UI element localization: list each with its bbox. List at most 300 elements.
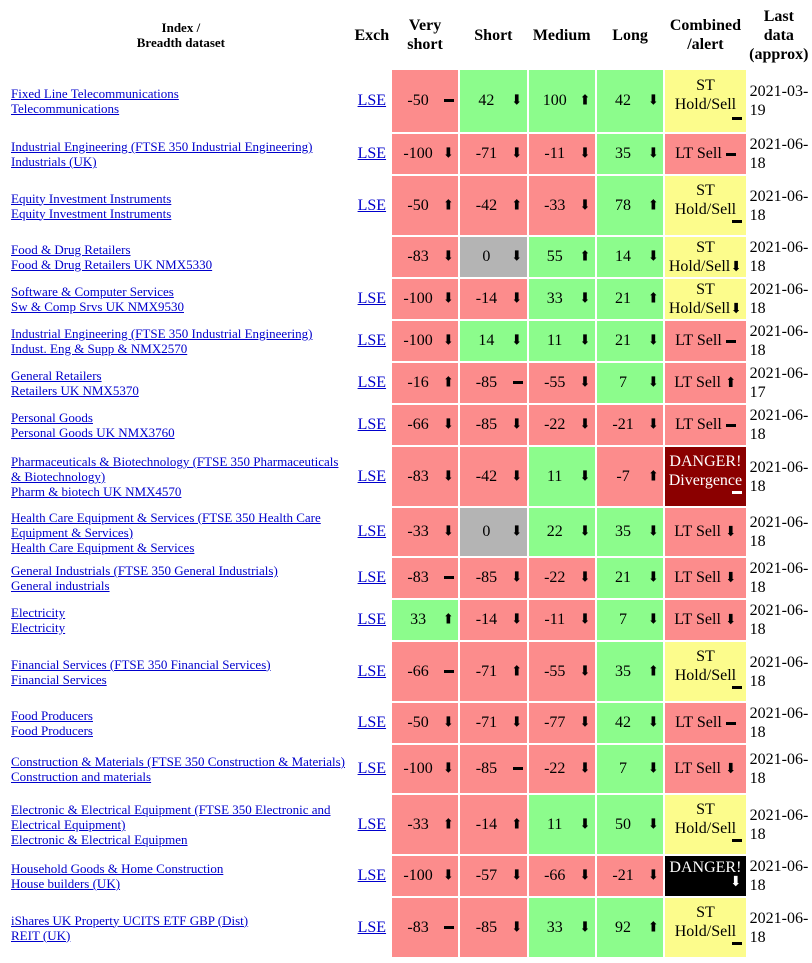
flat-dash-icon	[726, 147, 736, 162]
medium-signal-cell	[529, 405, 595, 445]
breadth-dataset-link[interactable]: Construction and materials	[11, 769, 152, 784]
flat-dash-icon	[444, 920, 454, 936]
arrow-down-icon: ⬇	[510, 469, 523, 484]
exchange-link[interactable]: LSE	[357, 92, 387, 109]
long-value: 50	[615, 815, 632, 833]
flat-dash-icon	[444, 664, 454, 680]
medium-value: -55	[544, 374, 566, 391]
arrow-up-icon: ⬆	[647, 291, 660, 307]
medium-signal-cell	[529, 363, 595, 403]
short-value: -85	[475, 918, 498, 936]
exchange-cell	[354, 898, 390, 957]
very-short-value: -50	[407, 92, 429, 109]
arrow-down-icon: ⬇	[724, 571, 737, 586]
index-cell	[10, 363, 352, 403]
combined-alert-text-2: Hold/Sell	[674, 200, 737, 218]
arrow-down-icon: ⬇	[724, 613, 737, 628]
breadth-dataset-link[interactable]: General industrials	[11, 578, 110, 593]
arrow-down-icon: ⬇	[510, 612, 523, 628]
index-link[interactable]: Electronic & Electrical Equipment (FTSE 350 Electronic and Electrical Equipment)	[11, 802, 331, 832]
header-medium: Medium	[532, 26, 591, 44]
combined-alert-text: LT Sell	[674, 374, 721, 391]
combined-alert-text-2: Divergence	[668, 471, 743, 489]
arrow-down-icon: ⬇	[442, 417, 455, 433]
arrow-down-icon: ⬇	[442, 146, 455, 162]
combined-alert-text: DANGER!	[669, 452, 742, 470]
breadth-dataset-link[interactable]: Electricity	[11, 620, 66, 635]
arrow-down-icon: ⬇	[510, 249, 523, 265]
last-data-date: 2021-06-18	[749, 560, 809, 596]
long-value: 7	[619, 374, 628, 391]
breadth-dataset-link[interactable]: Industrials (UK)	[11, 154, 97, 169]
medium-signal-cell	[529, 703, 595, 743]
combined-alert-text: LT Sell	[674, 569, 721, 586]
very-short-signal-cell	[392, 703, 458, 743]
breadth-dataset-link[interactable]: Telecommunications	[11, 101, 120, 116]
very-short-value: -83	[407, 918, 429, 936]
combined-alert-text: ST	[696, 647, 715, 665]
long-value: -21	[612, 867, 634, 884]
combined-alert-cell	[665, 558, 745, 598]
arrow-up-icon: ⬆	[579, 93, 591, 109]
exchange-link[interactable]: LSE	[357, 714, 387, 731]
medium-signal-cell	[529, 898, 595, 957]
index-cell	[10, 600, 352, 640]
very-short-signal-cell	[392, 508, 458, 556]
breadth-dataset-link[interactable]: Personal Goods UK NMX3760	[11, 425, 175, 440]
exchange-cell	[354, 703, 390, 743]
exchange-cell	[354, 405, 390, 445]
combined-alert-cell	[665, 70, 745, 132]
combined-alert-cell	[665, 703, 745, 743]
combined-alert-cell	[665, 795, 745, 854]
breadth-table	[8, 0, 812, 959]
flat-dash-icon	[726, 334, 736, 349]
breadth-dataset-link[interactable]: Retailers UK NMX5370	[11, 383, 139, 398]
exchange-cell	[354, 558, 390, 598]
very-short-value: -33	[407, 523, 429, 540]
flat-dash-icon	[732, 109, 742, 128]
short-signal-cell	[460, 558, 526, 598]
exchange-cell	[354, 176, 390, 235]
header-last-data: Last data (approx)	[749, 7, 809, 63]
breadth-dataset-link[interactable]: Financial Services	[11, 671, 107, 687]
combined-alert-text: LT Sell	[674, 523, 721, 540]
short-signal-cell	[460, 70, 526, 132]
short-value: -14	[475, 290, 498, 307]
table-row	[10, 405, 810, 445]
combined-alert-cell	[665, 898, 745, 957]
short-value: -71	[475, 662, 498, 680]
medium-signal-cell	[529, 279, 595, 319]
arrow-up-icon: ⬆	[442, 198, 455, 213]
arrow-down-icon: ⬇	[579, 664, 591, 679]
flat-dash-icon	[444, 570, 454, 586]
combined-alert-text: LT Sell	[674, 760, 721, 777]
short-value: 0	[482, 248, 491, 265]
exchange-link[interactable]: LSE	[357, 611, 387, 628]
medium-value: 100	[542, 92, 567, 109]
arrow-down-icon: ⬇	[442, 291, 455, 307]
last-data-date: 2021-06-18	[749, 909, 809, 946]
short-signal-cell	[460, 898, 526, 957]
combined-alert-text: LT Sell	[675, 145, 722, 162]
very-short-signal-cell	[392, 237, 458, 277]
long-value: 7	[619, 760, 628, 777]
short-value: -42	[475, 467, 498, 485]
arrow-down-icon: ⬇	[510, 417, 523, 433]
arrow-down-icon: ⬇	[579, 375, 591, 391]
long-signal-cell	[597, 321, 663, 361]
arrow-down-icon: ⬇	[579, 417, 591, 433]
very-short-signal-cell	[392, 279, 458, 319]
exchange-link[interactable]: LSE	[357, 196, 387, 214]
exchange-link[interactable]: LSE	[357, 416, 387, 433]
arrow-down-icon: ⬇	[647, 93, 660, 109]
arrow-down-icon: ⬇	[510, 524, 523, 540]
short-signal-cell	[460, 405, 526, 445]
header-short: Short	[474, 26, 513, 44]
medium-value: -33	[544, 196, 566, 214]
combined-alert-text: ST	[696, 238, 715, 256]
short-value: -71	[475, 714, 498, 731]
flat-dash-icon	[513, 761, 523, 777]
medium-signal-cell	[529, 558, 595, 598]
long-signal-cell	[597, 898, 663, 957]
short-signal-cell	[460, 856, 526, 896]
index-cell	[10, 795, 352, 854]
combined-alert-cell	[665, 508, 745, 556]
medium-signal-cell	[529, 176, 595, 235]
short-signal-cell	[460, 279, 526, 319]
very-short-signal-cell	[392, 405, 458, 445]
very-short-value: -83	[407, 467, 429, 485]
medium-value: 11	[547, 467, 563, 485]
short-signal-cell	[460, 703, 526, 743]
medium-signal-cell	[529, 70, 595, 132]
index-cell	[10, 237, 352, 277]
last-data-date: 2021-06-18	[749, 239, 809, 275]
index-link[interactable]: Software & Computer Services	[11, 284, 174, 299]
table-row	[10, 447, 810, 506]
arrow-down-icon: ⬇	[442, 249, 455, 265]
exchange-cell	[354, 745, 390, 793]
index-cell	[10, 70, 352, 132]
long-signal-cell	[597, 642, 663, 701]
header-row	[10, 2, 810, 68]
long-signal-cell	[597, 134, 663, 174]
exchange-cell	[354, 321, 390, 361]
table-row	[10, 70, 810, 132]
table-row	[10, 856, 810, 896]
arrow-down-icon: ⬇	[579, 333, 591, 349]
breadth-dataset-link[interactable]: Pharm & biotech UK NMX4570	[11, 484, 182, 499]
arrow-down-icon: ⬇	[729, 875, 742, 890]
header-exch: Exch	[354, 26, 390, 44]
short-signal-cell	[460, 237, 526, 277]
exchange-cell	[354, 600, 390, 640]
exchange-link[interactable]: LSE	[357, 332, 387, 349]
index-link[interactable]: Equity Investment Instruments	[11, 190, 172, 206]
last-data-date: 2021-06-18	[749, 653, 809, 690]
combined-alert-text: ST	[696, 903, 715, 921]
last-data-date: 2021-06-18	[749, 281, 809, 317]
exchange-link[interactable]: LSE	[357, 523, 387, 540]
very-short-signal-cell	[392, 642, 458, 701]
index-link[interactable]: Health Care Equipment & Services (FTSE 350 Health Care Equipment & Services)	[11, 509, 321, 540]
very-short-value: -50	[407, 196, 429, 214]
flat-dash-icon	[513, 375, 523, 391]
medium-value: 33	[546, 918, 563, 936]
exchange-cell	[354, 237, 390, 277]
breadth-dataset-link[interactable]: Food & Drug Retailers UK NMX5330	[11, 257, 213, 272]
last-data-date: 2021-06-18	[749, 858, 809, 894]
flat-dash-icon	[726, 418, 736, 433]
index-link[interactable]: General Retailers	[11, 368, 102, 383]
exchange-link[interactable]: LSE	[357, 290, 387, 307]
exchange-cell	[354, 134, 390, 174]
long-value: -21	[612, 416, 634, 433]
index-link[interactable]: Electricity	[11, 605, 66, 620]
very-short-signal-cell	[392, 795, 458, 854]
medium-signal-cell	[529, 795, 595, 854]
short-signal-cell	[460, 134, 526, 174]
medium-signal-cell	[529, 508, 595, 556]
exchange-link[interactable]: LSE	[357, 867, 387, 884]
table-row	[10, 363, 810, 403]
index-link[interactable]: Household Goods & Home Construction	[11, 861, 224, 876]
long-value: 78	[615, 196, 632, 214]
long-value: 21	[615, 290, 632, 307]
index-link[interactable]: Industrial Engineering (FTSE 350 Industrial Engineering)	[11, 326, 313, 341]
combined-alert-text: LT Sell	[675, 714, 722, 731]
index-cell	[10, 558, 352, 598]
very-short-signal-cell	[392, 898, 458, 957]
arrow-down-icon: ⬇	[579, 761, 591, 777]
index-cell	[10, 176, 352, 235]
long-value: -7	[616, 467, 630, 485]
last-data-date: 2021-06-18	[749, 136, 809, 172]
last-data-date: 2021-06-18	[749, 514, 809, 550]
flat-dash-icon	[732, 678, 742, 697]
index-link[interactable]: Construction & Materials (FTSE 350 Construction & Materials)	[11, 754, 345, 769]
long-value: 42	[615, 92, 632, 109]
very-short-signal-cell	[392, 176, 458, 235]
index-link[interactable]: Personal Goods	[11, 410, 93, 425]
short-value: -85	[475, 374, 498, 391]
medium-value: 22	[546, 523, 563, 540]
combined-alert-text-2: Hold/Sell	[674, 666, 737, 684]
long-value: 14	[615, 248, 632, 265]
table-row	[10, 321, 810, 361]
combined-alert-text: ST	[696, 280, 715, 298]
arrow-down-icon: ⬇	[510, 146, 523, 162]
breadth-dataset-link[interactable]: Electronic & Electrical Equipmen	[11, 832, 188, 847]
long-signal-cell	[597, 363, 663, 403]
index-cell	[10, 856, 352, 896]
table-row	[10, 279, 810, 319]
short-value: -42	[475, 196, 498, 214]
medium-signal-cell	[529, 856, 595, 896]
combined-alert-text: LT Sell	[675, 416, 722, 433]
header-combined: Combined /alert	[669, 17, 741, 53]
breadth-dataset-link[interactable]: Indust. Eng & Supp & NMX2570	[11, 341, 188, 356]
very-short-value: -100	[403, 867, 433, 884]
medium-signal-cell	[529, 600, 595, 640]
long-signal-cell	[597, 237, 663, 277]
exchange-link[interactable]: LSE	[357, 374, 387, 391]
combined-alert-cell	[665, 447, 745, 506]
table-row	[10, 558, 810, 598]
medium-value: -11	[544, 145, 566, 162]
table-row	[10, 508, 810, 556]
arrow-down-icon: ⬇	[510, 715, 523, 731]
very-short-value: -66	[407, 662, 429, 680]
combined-alert-text-2: Hold/Sell	[674, 922, 737, 940]
breadth-dataset-link[interactable]: REIT (UK)	[11, 927, 71, 943]
arrow-up-icon: ⬆	[647, 198, 660, 213]
breadth-dataset-link[interactable]: Health Care Equipment & Services	[11, 539, 195, 555]
index-link[interactable]: Food & Drug Retailers	[11, 242, 131, 257]
arrow-down-icon: ⬇	[724, 525, 737, 540]
arrow-down-icon: ⬇	[724, 762, 737, 777]
arrow-down-icon: ⬇	[647, 333, 660, 349]
medium-signal-cell	[529, 642, 595, 701]
index-cell	[10, 279, 352, 319]
short-value: -85	[475, 760, 498, 777]
long-value: 7	[619, 611, 628, 628]
long-signal-cell	[597, 508, 663, 556]
combined-alert-cell	[665, 237, 745, 277]
long-signal-cell	[597, 795, 663, 854]
last-data-date: 2021-06-18	[749, 602, 809, 638]
long-value: 42	[615, 714, 632, 731]
medium-value: 11	[547, 815, 563, 833]
combined-alert-text: DANGER!	[669, 858, 742, 876]
arrow-down-icon: ⬇	[647, 375, 660, 391]
index-link[interactable]: Industrial Engineering (FTSE 350 Industrial Engineering)	[11, 139, 313, 154]
exchange-link[interactable]: LSE	[357, 145, 387, 162]
breadth-dataset-link[interactable]: Sw & Comp Srvs UK NMX9530	[11, 299, 184, 314]
exchange-link[interactable]: LSE	[357, 918, 387, 936]
index-cell	[10, 447, 352, 506]
arrow-down-icon: ⬇	[442, 469, 455, 484]
long-value: 21	[615, 332, 632, 349]
medium-signal-cell	[529, 447, 595, 506]
arrow-up-icon: ⬆	[510, 198, 523, 213]
arrow-down-icon: ⬇	[647, 868, 660, 884]
very-short-signal-cell	[392, 70, 458, 132]
arrow-down-icon: ⬇	[730, 259, 742, 275]
arrow-down-icon: ⬇	[730, 301, 742, 317]
flat-dash-icon	[732, 483, 742, 502]
long-value: 92	[615, 918, 632, 936]
medium-signal-cell	[529, 237, 595, 277]
arrow-up-icon: ⬆	[647, 664, 660, 679]
arrow-down-icon: ⬇	[647, 817, 660, 832]
long-signal-cell	[597, 703, 663, 743]
very-short-value: -100	[403, 332, 433, 349]
very-short-signal-cell	[392, 856, 458, 896]
medium-value: 11	[547, 332, 563, 349]
very-short-value: -100	[403, 290, 433, 307]
last-data-date: 2021-06-18	[749, 458, 809, 495]
arrow-down-icon: ⬇	[579, 198, 591, 213]
last-data-date: 2021-06-18	[749, 806, 809, 843]
index-link[interactable]: iShares UK Property UCITS ETF GBP (Dist)	[11, 912, 249, 928]
arrow-down-icon: ⬇	[510, 291, 523, 307]
medium-value: 33	[546, 290, 563, 307]
index-link[interactable]: Fixed Line Telecommunications	[11, 86, 179, 101]
arrow-up-icon: ⬆	[510, 664, 523, 679]
header-index: Index / Breadth dataset	[136, 20, 225, 50]
arrow-down-icon: ⬇	[647, 612, 660, 628]
short-value: -85	[475, 569, 498, 586]
breadth-dataset-link[interactable]: Equity Investment Instruments	[11, 205, 172, 221]
very-short-value: -83	[407, 248, 429, 265]
arrow-down-icon: ⬇	[579, 469, 591, 484]
medium-value: -22	[544, 416, 566, 433]
long-signal-cell	[597, 745, 663, 793]
last-data-date: 2021-06-18	[749, 751, 809, 787]
index-link[interactable]: Financial Services (FTSE 350 Financial Services)	[11, 656, 271, 672]
very-short-value: -50	[407, 714, 429, 731]
exchange-cell	[354, 363, 390, 403]
arrow-down-icon: ⬇	[579, 570, 591, 586]
arrow-down-icon: ⬇	[442, 761, 455, 777]
arrow-down-icon: ⬇	[579, 612, 591, 628]
index-cell	[10, 134, 352, 174]
long-signal-cell	[597, 176, 663, 235]
long-signal-cell	[597, 405, 663, 445]
exchange-link[interactable]: LSE	[357, 569, 387, 586]
arrow-down-icon: ⬇	[647, 715, 660, 731]
arrow-down-icon: ⬇	[579, 868, 591, 884]
index-link[interactable]: Pharmaceuticals & Biotechnology (FTSE 350 Pharmaceuticals & Biotechnology)	[11, 454, 339, 484]
breadth-dataset-link[interactable]: House builders (UK)	[11, 876, 121, 891]
long-value: 35	[615, 145, 632, 162]
index-link[interactable]: General Industrials (FTSE 350 General Industrials)	[11, 563, 278, 578]
arrow-up-icon: ⬆	[579, 249, 591, 265]
long-signal-cell	[597, 70, 663, 132]
last-data-date: 2021-06-17	[749, 365, 809, 401]
index-link[interactable]: Food Producers	[11, 708, 93, 723]
table-row	[10, 795, 810, 854]
long-signal-cell	[597, 558, 663, 598]
arrow-down-icon: ⬇	[579, 146, 591, 162]
exchange-link[interactable]: LSE	[357, 467, 387, 485]
breadth-dataset-link[interactable]: Food Producers	[11, 723, 93, 738]
short-signal-cell	[460, 447, 526, 506]
short-value: 14	[478, 332, 495, 349]
combined-alert-text-2: Hold/Sell	[668, 299, 731, 317]
medium-value: -22	[544, 569, 566, 586]
very-short-value: -66	[407, 416, 429, 433]
flat-dash-icon	[732, 212, 742, 231]
last-data-date: 2021-06-18	[749, 705, 809, 741]
combined-alert-text: ST	[696, 800, 715, 818]
exchange-link[interactable]: LSE	[357, 760, 387, 777]
exchange-link[interactable]: LSE	[357, 815, 387, 833]
combined-alert-cell	[665, 134, 745, 174]
medium-value: -55	[544, 662, 566, 680]
medium-value: -66	[544, 867, 566, 884]
arrow-up-icon: ⬆	[442, 817, 455, 832]
arrow-down-icon: ⬇	[579, 920, 591, 935]
exchange-link[interactable]: LSE	[357, 662, 387, 680]
combined-alert-cell	[665, 363, 745, 403]
short-value: -14	[475, 611, 498, 628]
